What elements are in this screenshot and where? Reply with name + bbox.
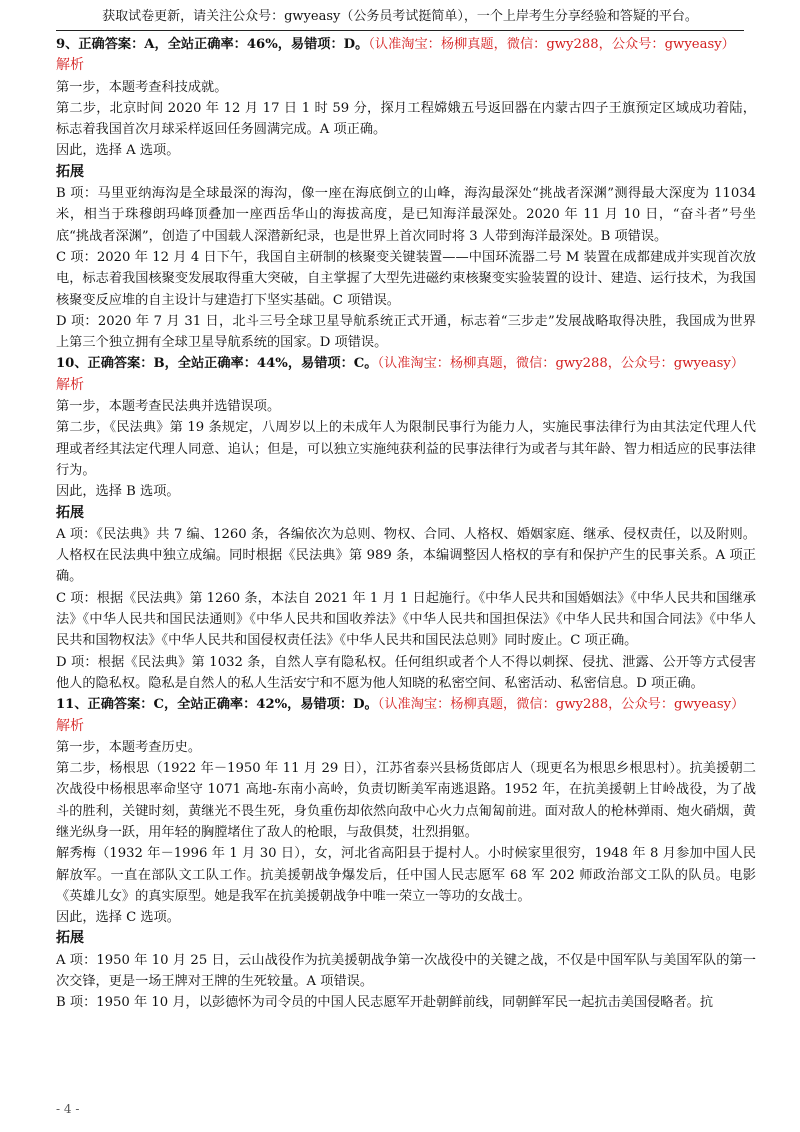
extension-item: D 项：2020 年 7 月 31 日，北斗三号全球卫星导航系统正式开通，标志着“三步走”发展战略取得决胜，我国成为世界上第三个独立拥有全球卫星导航系统的国家。D 项错误。 <box>56 313 756 351</box>
analysis-heading: 解析 <box>56 376 84 393</box>
analysis-step: 因此，选择 C 选项。 <box>56 910 180 926</box>
extension-item: A 项：《民法典》共 7 编、1260 条，各编依次为总则、物权、合同、人格权、婚姻家庭、继承、侵权责任，以及附则。人格权在民法典中独立成编。同时根据《民法典》第 989 条，本编调整因人格权的享有和保护产生的民事关系。A 项正确。 <box>56 526 756 585</box>
analysis-step: 第二步，北京时间 2020 年 12 月 17 日 1 时 59 分，探月工程嫦娥五号返回器在内蒙古四子王旗预定区域成功着陆，标志着我国首次月球采样返回任务圆满完成。A 项正确。 <box>56 100 756 138</box>
extension-item: B 项：1950 年 10 月，以彭德怀为司令员的中国人民志愿军开赴朝鲜前线，同朝鲜军民一起抗击美国侵略者。抗 <box>56 995 714 1011</box>
promo-text: （认准淘宝：杨柳真题，微信：gwy288，公众号：gwyeasy） <box>368 37 735 52</box>
analysis-heading: 解析 <box>56 717 84 734</box>
extension-heading: 拓展 <box>56 163 84 180</box>
analysis-step: 第一步，本题考查历史。 <box>56 739 202 755</box>
document-body <box>56 34 756 1014</box>
extension-item: C 项：2020 年 12 月 4 日下午，我国自主研制的核聚变关键装置——中国环流器二号 M 装置在成都建成并实现首次放电，标志着我国核聚变发展取得重大突破，自主掌握了大型先进磁约束核聚变实验装置的设计、建造、运行技术，为我国核聚变反应堆的自主设计与建造打下坚实基础。C 项错误。 <box>56 249 756 308</box>
extension-heading: 拓展 <box>56 504 84 521</box>
analysis-step: 解秀梅（1932 年－1996 年 1 月 30 日），女，河北省高阳县于提村人。小时候家里很穷，1948 年 8 月参加中国人民解放军。一直在部队文工队工作。抗美援朝战争爆发后，任中国人民志愿军 68 军 202 师政治部文工队的队员。电影《英雄儿女》的真实原型。她是我军在抗美援朝战争中唯一荣立一等功的女战士。 <box>56 846 756 904</box>
question-10-heading <box>56 353 756 374</box>
promo-text: （认准淘宝：杨柳真题，微信：gwy288，公众号：gwyeasy） <box>377 356 745 372</box>
analysis-step: 第一步，本题考查科技成就。 <box>56 79 228 95</box>
analysis-step: 因此，选择 A 选项。 <box>56 143 180 159</box>
page-number: - 4 - <box>56 1102 80 1116</box>
question-9-heading <box>56 34 756 55</box>
analysis-heading: 解析 <box>56 57 84 74</box>
answer-line: 9、正确答案：A，全站正确率：46%，易错项：D。 <box>56 37 369 52</box>
extension-item: D 项：根据《民法典》第 1032 条，自然人享有隐私权。任何组织或者个人不得以刺探、侵扰、泄露、公开等方式侵害他人的隐私权。隐私是自然人的私人生活安宁和不愿为他人知晓的私密空间、私密活动、私密信息。D 项正确。 <box>56 654 756 691</box>
extension-item: C 项：根据《民法典》第 1260 条，本法自 2021 年 1 月 1 日起施行。《中华人民共和国婚姻法》《中华人民共和国继承法》《中华人民共和国民法通则》《中华人民共和国收养法》《中华人民共和国担保法》《中华人民共和国合同法》《中华人民共和国物权法》《中华人民共和国侵权责任法》《中华人民共和国民法总则》同时废止。C 项正确。 <box>56 590 756 649</box>
extension-item: B 项：马里亚纳海沟是全球最深的海沟，像一座在海底倒立的山峰，海沟最深处“挑战者深渊”测得最大深度为 11034 米，相当于珠穆朗玛峰顶叠加一座西岳华山的海拔高度，是已知海洋最深处。2020 年 11 月 10 日，“奋斗者”号坐底“挑战者深渊”，创造了中国载人深潜新纪录，也是世界上首次同时将 3 人带到海洋最深处。B 项错误。 <box>56 186 756 244</box>
extension-item: A 项：1950 年 10 月 25 日，云山战役作为抗美援朝战争第一次战役中的关键之战，不仅是中国军队与美国军队的第一次交锋，更是一场王牌对王牌的生死较量。A 项错误。 <box>56 952 756 990</box>
extension-heading: 拓展 <box>56 930 84 947</box>
analysis-step: 第二步，《民法典》第 19 条规定，八周岁以上的未成年人为限制民事行为能力人，实施民事法律行为由其法定代理人代理或者经其法定代理人同意、追认；但是，可以独立实施纯获利益的民事法律行为或者与其年龄、智力相适应的民事法律行为。 <box>56 420 756 478</box>
analysis-step: 第二步，杨根思（1922 年－1950 年 11 月 29 日），江苏省泰兴县杨货郎店人（现更名为根思乡根思村）。抗美援朝二次战役中杨根思率命坚守 1071 高地-东南小高岭，负责切断美军南逃退路。1952 年，在抗美援朝上甘岭战役，为了战斗的胜利，关键时刻，黄继光不畏生死，身负重伤却依然向敌中心火力点匍匐前进。面对敌人的枪林弹雨、炮火硝烟，黄继光纵身一跃，用年轻的胸膛堵住了敌人的枪眼，与敌俱焚，壮烈捐躯。 <box>56 761 756 840</box>
page-header: 获取试卷更新，请关注公众号：gwyeasy（公务员考试挺简单），一个上岸考生分享经验和答疑的平台。 <box>56 6 744 31</box>
analysis-step: 因此，选择 B 选项。 <box>56 484 180 500</box>
answer-line: 10、正确答案：B，全站正确率：44%，易错项：C。 <box>56 356 378 372</box>
promo-text: （认准淘宝：杨柳真题，微信：gwy288，公众号：gwyeasy） <box>377 697 745 713</box>
question-11-heading <box>56 694 756 715</box>
answer-line: 11、正确答案：C，全站正确率：42%，易错项：D。 <box>56 697 378 713</box>
analysis-step: 第一步，本题考查民法典并选错误项。 <box>56 399 281 415</box>
